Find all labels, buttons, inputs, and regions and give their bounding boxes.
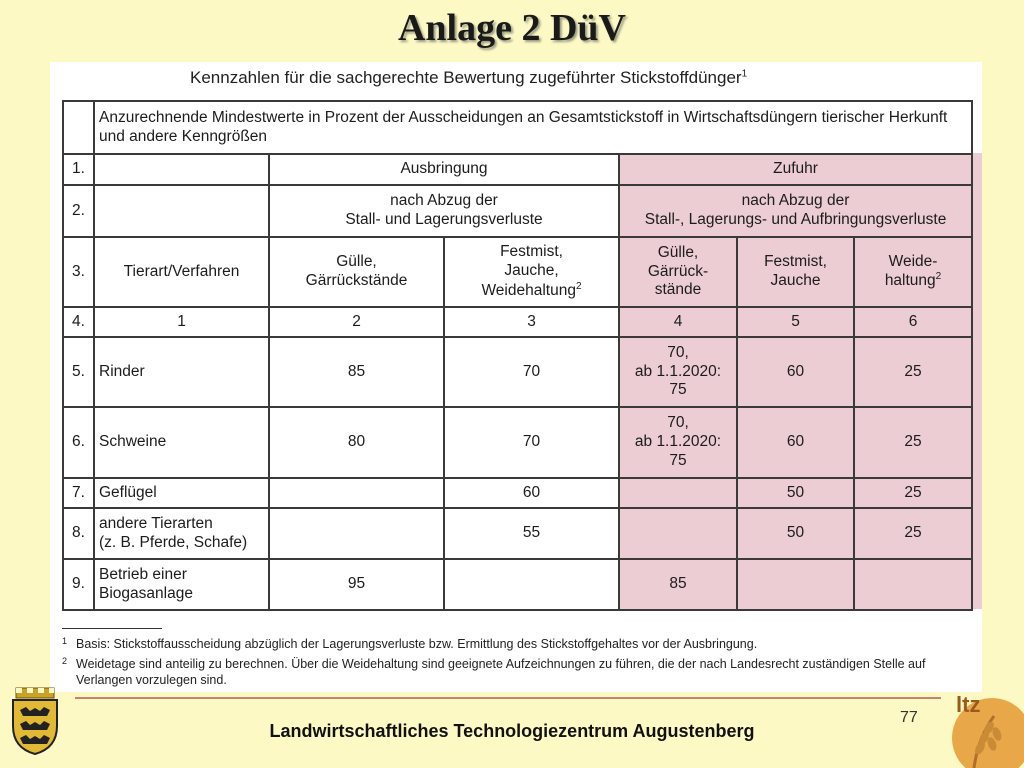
col3-sup: 2 — [575, 280, 582, 292]
table-row — [63, 307, 972, 337]
table-row-andere — [63, 508, 972, 559]
col5-line2: Jauche — [770, 272, 821, 289]
value-line3: 75 — [669, 451, 687, 469]
column-number: 2 — [269, 307, 444, 337]
ltz-logo-text: ltz — [956, 692, 981, 717]
footnote-1 — [62, 636, 972, 653]
value-line3: 75 — [669, 381, 687, 399]
empty-cell — [737, 559, 854, 610]
value-cell: 25 — [854, 407, 972, 478]
value-cell: 25 — [854, 337, 972, 407]
empty-cell — [619, 508, 737, 559]
row-number: 2. — [63, 185, 94, 237]
value-line1: 70, — [667, 343, 689, 361]
header-ausbringung: Ausbringung — [269, 154, 619, 185]
value-line1: 70, — [667, 414, 689, 432]
value-line2: ab 1.1.2020: — [634, 362, 722, 380]
col5-line1: Festmist, — [764, 253, 827, 271]
row-number: 7. — [63, 478, 94, 508]
row-number: 8. — [63, 508, 94, 559]
col2-line1: Gülle, — [336, 253, 377, 271]
table-row-rinder — [63, 337, 972, 407]
col4-line1: Gülle, — [657, 243, 699, 261]
footnote-2-number: 2 — [62, 656, 68, 666]
empty-cell — [269, 478, 444, 508]
page-number: 77 — [900, 709, 918, 726]
abzug-zufuhr-line1: nach Abzug der — [741, 192, 850, 210]
tierart-line2: Biogasanlage — [99, 584, 193, 602]
value-cell: 25 — [854, 508, 972, 559]
value-cell — [619, 407, 737, 478]
tierart-cell — [94, 508, 269, 559]
row-number: 6. — [63, 407, 94, 478]
row-number: 9. — [63, 559, 94, 610]
value-cell: 25 — [854, 478, 972, 508]
value-cell: 55 — [444, 508, 619, 559]
table-row — [63, 237, 972, 307]
footnote-divider — [62, 628, 162, 629]
col4-line3: stände — [654, 281, 702, 299]
empty-cell — [94, 185, 269, 237]
empty-cell — [94, 154, 269, 185]
tierart-cell: Rinder — [94, 337, 269, 407]
value-cell: 50 — [737, 478, 854, 508]
header-guelle-zufuhr — [619, 237, 737, 307]
header-tierart: Tierart/Verfahren — [94, 237, 269, 307]
bottom-rule — [75, 697, 941, 699]
panel-heading-sup: 1 — [741, 68, 748, 80]
value-cell: 60 — [737, 407, 854, 478]
table-row-biogas — [63, 559, 972, 610]
footnote-1-text: Basis: Stickstoffausscheidung abzüglich der Lagerungsverluste bzw. Ermittlung des Stickstoffgehaltes vor der Ausbringung. — [76, 637, 758, 651]
value-cell: 70 — [444, 407, 619, 478]
col2-line2: Gärrückstände — [305, 272, 408, 289]
tierart-line1: Betrieb einer — [99, 565, 187, 583]
header-guelle — [269, 237, 444, 307]
slide-title: Anlage 2 DüV — [397, 7, 627, 49]
footnote-2-text: Weidetage sind anteilig zu berechnen. Über die Weidehaltung sind geeignete Aufzeichnungen zu führen, die der nach Landesrecht zuständigen Stelle auf Verlangen vorzulegen sind. — [76, 657, 926, 688]
row-number: 3. — [63, 237, 94, 307]
table-row — [63, 185, 972, 237]
empty-cell — [269, 508, 444, 559]
tierart-cell — [94, 559, 269, 610]
intro-empty-cell — [63, 101, 94, 154]
empty-cell — [444, 559, 619, 610]
empty-cell — [854, 559, 972, 610]
value-cell: 70 — [444, 337, 619, 407]
footnote-1-number: 1 — [62, 636, 68, 646]
tierart-line1: andere Tierarten — [99, 514, 213, 532]
tierart-line2: (z. B. Pferde, Schafe) — [99, 533, 248, 551]
value-cell: 85 — [269, 337, 444, 407]
value-cell: 60 — [444, 478, 619, 508]
abzug-stall-line1: nach Abzug der — [390, 192, 498, 210]
coat-of-arms-icon — [8, 686, 62, 756]
abzug-zufuhr-line2: Stall-, Lagerungs- und Aufbringungsverluste — [644, 211, 947, 228]
column-number: 4 — [619, 307, 737, 337]
tierart-cell: Schweine — [94, 407, 269, 478]
footnote-2 — [62, 656, 972, 689]
row-number: 4. — [63, 307, 94, 337]
value-line2: ab 1.1.2020: — [634, 433, 722, 451]
column-number: 5 — [737, 307, 854, 337]
ltz-logo-icon — [944, 690, 1024, 768]
col3-line1: Festmist, — [500, 243, 563, 261]
header-abzug-stall — [269, 185, 619, 237]
value-cell: 80 — [269, 407, 444, 478]
panel-heading-text: Kennzahlen für die sachgerechte Bewertung zugeführter Stickstoffdünger — [190, 68, 742, 87]
empty-cell — [619, 478, 737, 508]
column-number: 3 — [444, 307, 619, 337]
panel-heading — [190, 68, 747, 88]
header-zufuhr: Zufuhr — [619, 154, 972, 185]
value-cell: 50 — [737, 508, 854, 559]
header-festmist-zufuhr — [737, 237, 854, 307]
col6-line1: Weide- — [888, 252, 938, 270]
col4-line2: Gärrück- — [647, 262, 709, 280]
intro-cell: Anzurechnende Mindestwerte in Prozent der Ausscheidungen an Gesamtstickstoff in Wirtschaftsdüngern tierischer Herkunft und andere Kenngrößen — [94, 101, 972, 154]
table-row — [63, 154, 972, 185]
footer-organization: Landwirtschaftliches Technologiezentrum Augustenberg — [269, 721, 755, 741]
col6-line2: haltung — [884, 272, 936, 290]
header-weidehaltung — [854, 237, 972, 307]
col3-line3: Weidehaltung — [481, 282, 576, 300]
value-cell: 95 — [269, 559, 444, 610]
column-number: 6 — [854, 307, 972, 337]
header-abzug-zufuhr — [619, 185, 972, 237]
value-cell: 85 — [619, 559, 737, 610]
table-row-gefluegel — [63, 478, 972, 508]
col3-line2: Jauche, — [504, 261, 559, 279]
anlage-table — [62, 100, 973, 611]
col6-sup: 2 — [935, 271, 942, 283]
header-festmist — [444, 237, 619, 307]
abzug-stall-line2: Stall- und Lagerungsverluste — [345, 211, 543, 228]
value-cell — [619, 337, 737, 407]
row-number: 5. — [63, 337, 94, 407]
table-row-schweine — [63, 407, 972, 478]
column-number: 1 — [94, 307, 269, 337]
table-intro-row — [63, 101, 972, 154]
value-cell: 60 — [737, 337, 854, 407]
row-number: 1. — [63, 154, 94, 185]
tierart-cell: Geflügel — [94, 478, 269, 508]
